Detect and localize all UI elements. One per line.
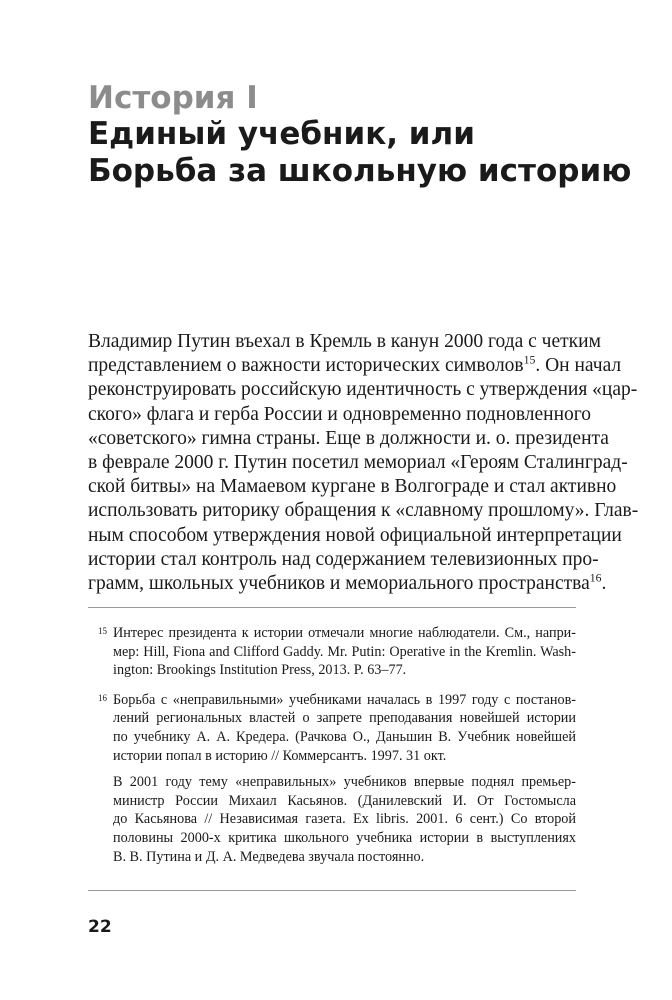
footnote-line: В. В. Путина и Д. А. Медведева звучала постоянно. [113,848,425,865]
footnote-line: мер: Hill, Fiona and Clifford Gaddy. Mr. Putin: Operative in the Kremlin. Wash- [113,643,576,660]
footnote-line: половины 2000-х критика школьного учебника истории в выступлениях [113,829,576,846]
footnote-line: Интерес президента к истории отмечали многие наблюдатели. См., напри- [113,625,576,641]
footnote-line: истории попал в историю // Коммерсантъ. 1997. 31 окт. [113,747,447,764]
body-line: грамм, школьных учебников и мемориального пространства$^{16}$. [88,571,607,594]
body-line: ным способом утверждения новой официальной интерпретации [88,524,622,546]
footnote-line: ington: Brookings Institution Press, 2013. P. 63–77. [113,662,407,679]
body-line: в феврале 2000 г. Путин посетил мемориал «Героям Сталинград- [88,451,628,473]
footnote-number: 15 [98,626,107,636]
body-line: ской битвы» на Мамаевом кургане в Волгограде и стал активно [88,476,617,498]
footnote-ref-16[interactable]: 16 [589,571,602,585]
footnote-number: 16 [98,692,107,703]
page-number: 22 [88,917,112,937]
body-line: Владимир Путин въехал в Кремль в канун 2000 года с четким [88,331,601,352]
body-line: истории стал контроль над содержанием телевизионных про- [88,548,599,570]
footnote-16 [88,691,576,866]
body-paragraph [88,330,639,596]
chapter-title-line-1: Единый учебник, или [88,116,475,152]
chapter-title [88,116,631,190]
footnote-line: по учебнику А. А. Кредера. (Рачкова О., Даньшин В. Учебник новейшей [113,728,576,745]
footnote-line: до Касьянова // Независимая газета. Ex libris. 2001. 6 сент.) Со второй [113,811,576,828]
body-line: представлением о важности исторических символов$^{15}$. Он начал [88,353,622,377]
footnote-line: министр России Михаил Касьянов. (Данилевский И. От Гостомысла [113,792,576,809]
body-line: ского» флага и герба России и одновременно подновленного [88,403,592,425]
footnote-divider [88,607,576,608]
footnote-15 [88,624,576,680]
chapter-label: История I [88,80,258,116]
footnote-line: В 2001 году тему «неправильных» учебников впервые поднял премьер- [113,774,576,791]
page-bottom-divider [88,890,576,891]
footnote-line: Борьба с «неправильными» учебниками началась в 1997 году с постанов- [113,691,576,708]
body-line: «советского» гимна страны. Еще в должности и. о. президента [88,427,609,449]
footnote-ref-15[interactable]: 15 [523,353,536,367]
footnotes [88,624,576,866]
body-line: использовать риторику обращения к «славному прошлому». Глав- [88,500,639,522]
chapter-title-line-2: Борьба за школьную историю [88,153,632,189]
body-line: реконструировать российскую идентичность с утверждения «цар- [88,379,638,401]
footnote-line: лений региональных властей о запрете преподавания новейшей истории [113,710,576,727]
